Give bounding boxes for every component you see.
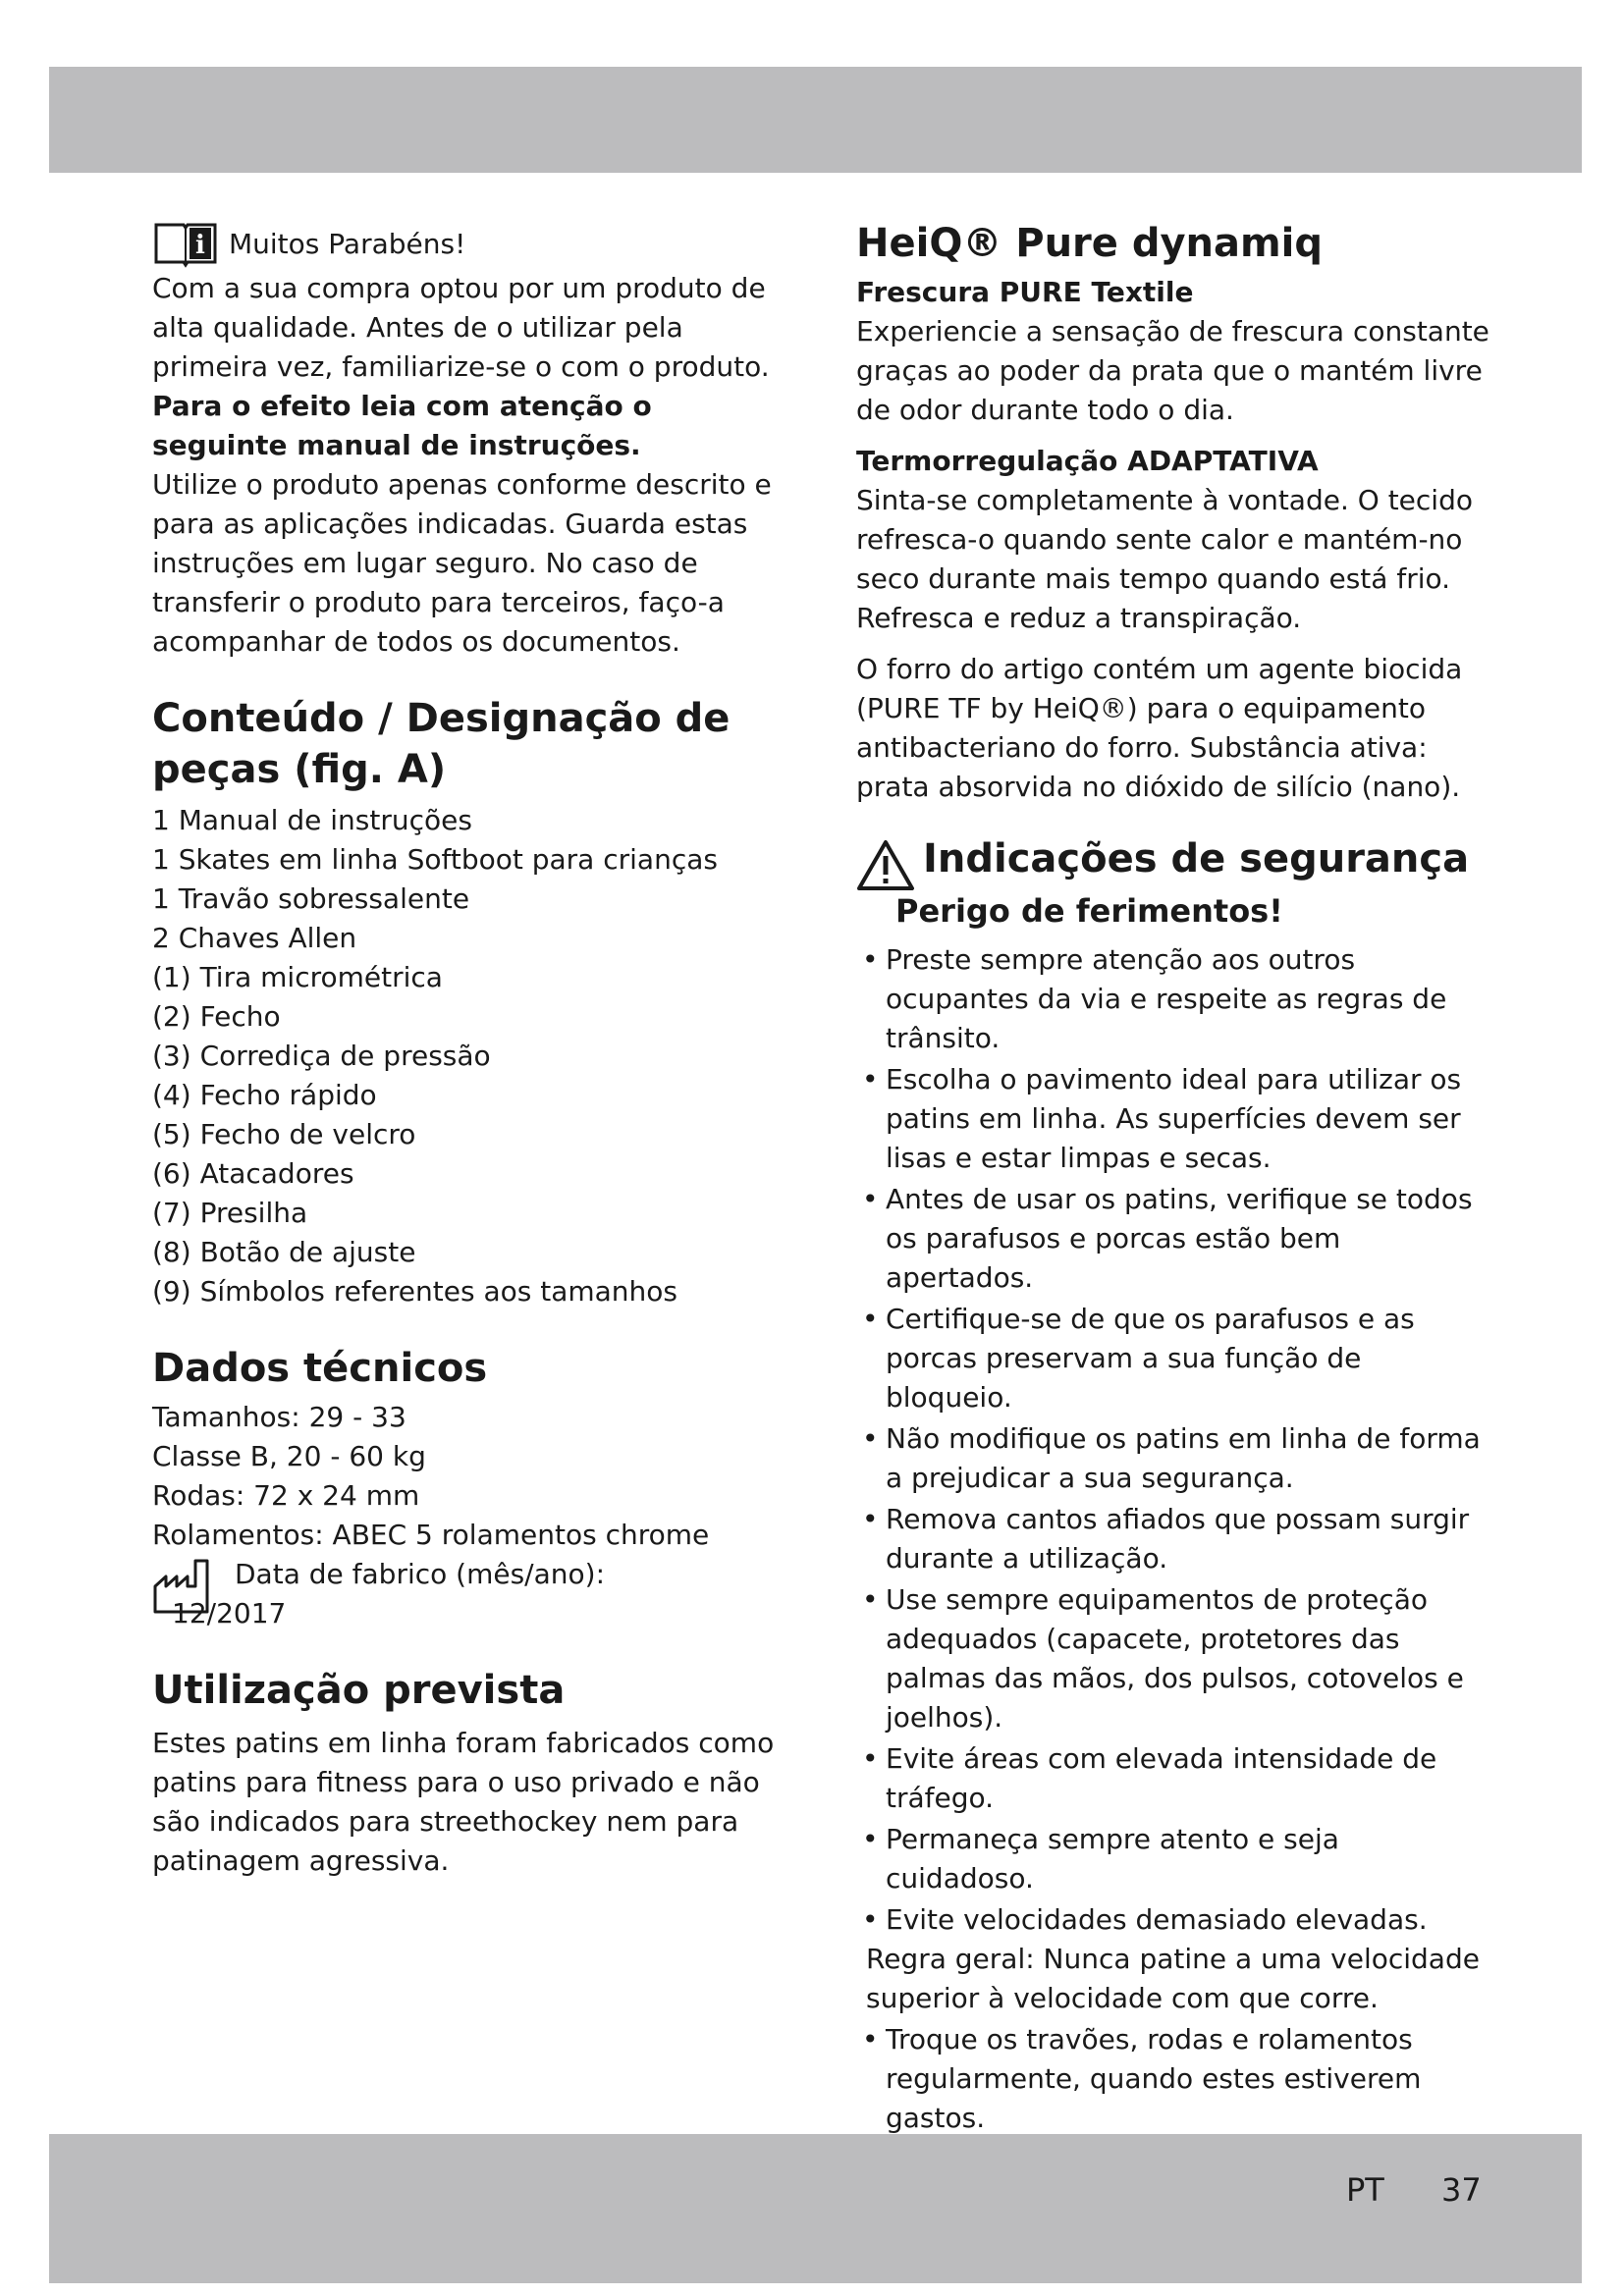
heiq-heading: HeiQ® Pure dynamiq — [856, 221, 1324, 266]
safety-heading: Indicações de segurança — [923, 836, 1470, 881]
intro-text: Com a sua compra optou por um produto de alta qualidade. Antes de o utilizar pela primeira vez, familiarize-se o com o produto. — [152, 272, 770, 383]
list-item: • Use sempre equipamentos de proteção adequados (capacete, protetores das palmas das mãos, dos pulsos, cotovelos e joelhos). — [856, 1580, 1494, 1737]
fresh-heading: Frescura PURE Textile — [856, 276, 1194, 308]
list-item: Rodas: 72 x 24 mm — [152, 1479, 420, 1512]
intro-heading: Muitos Parabéns! — [229, 227, 466, 260]
tech-heading: Dados técnicos — [152, 1346, 488, 1391]
list-item: • Remova cantos afiados que possam surgir durante a utilização. — [856, 1500, 1494, 1578]
list-item: • Escolha o pavimento ideal para utilizar os patins em linha. As superfícies devem ser lisas e estar limpas e secas. — [856, 1060, 1494, 1178]
warning-triangle-icon — [856, 838, 915, 891]
intro-text-2: Utilize o produto apenas conforme descrito e para as aplicações indicadas. Guarda estas instruções em lugar seguro. No caso de transferir o produto para terceiros, faço-a acompanhar de todos os documentos. — [152, 468, 772, 658]
list-item: • Permaneça sempre atento e seja cuidadoso. — [856, 1820, 1494, 1898]
tech-list — [152, 1398, 781, 1555]
safety-heading-block — [856, 834, 1494, 891]
list-item: (4) Fecho rápido — [152, 1079, 377, 1111]
page-number: 37 — [1441, 2171, 1482, 2209]
safety-subheading: Perigo de ferimentos! — [895, 892, 1283, 930]
list-item: • Certifique-se de que os parafusos e as porcas preservam a sua função de bloqueio. — [856, 1300, 1494, 1417]
list-item: • Não modifique os patins em linha de forma a prejudicar a sua segurança. — [856, 1419, 1494, 1498]
header-band — [49, 67, 1582, 173]
list-item: 1 Travão sobressalente — [152, 882, 470, 915]
biocide-text: O forro do artigo contém um agente biocida (PURE TF by HeiQ®) para o equipamento antibacteriano do forro. Substância ativa: prata absorvida no dióxido de silício (nano). — [856, 653, 1463, 803]
list-item — [856, 1900, 1494, 2018]
list-item: Rolamentos: ABEC 5 rolamentos chrome — [152, 1519, 710, 1551]
contents-list — [152, 801, 781, 958]
footer-band — [49, 2134, 1582, 2283]
list-item: Classe B, 20 - 60 kg — [152, 1440, 426, 1472]
list-item: (3) Corrediça de pressão — [152, 1040, 491, 1072]
list-item: (5) Fecho de velcro — [152, 1118, 416, 1150]
list-item: (6) Atacadores — [152, 1157, 354, 1190]
list-item: Tamanhos: 29 - 33 — [152, 1401, 406, 1433]
info-book-icon — [152, 219, 219, 268]
list-item: 2 Chaves Allen — [152, 922, 357, 954]
safety-list — [856, 940, 1494, 2260]
intro-bold: Para o efeito leia com atenção o seguinte manual de instruções. — [152, 390, 652, 461]
factory-date — [152, 1555, 781, 1633]
parts-list — [152, 958, 781, 1311]
contents-heading: Conteúdo / Designação de peças (fig. A) — [152, 696, 731, 792]
thermo-text: Sinta-se completamente à vontade. O tecido refresca-o quando sente calor e mantém-no seco durante mais tempo quando está frio. Refresca e reduz a transpiração. — [856, 484, 1473, 634]
fresh-text: Experiencie a sensação de frescura constante graças ao poder da prata que o mantém livre de odor durante todo o dia. — [856, 315, 1489, 426]
footer-language: PT — [1346, 2171, 1384, 2209]
thermo-heading: Termorregulação ADAPTATIVA — [856, 445, 1319, 477]
list-item: (7) Presilha — [152, 1197, 308, 1229]
list-item-text: Evite velocidades demasiado elevadas. — [886, 1903, 1428, 1936]
left-column — [152, 218, 781, 1881]
list-item: • Troque os travões, rodas e rolamentos regularmente, quando estes estiverem gastos. — [856, 2020, 1494, 2138]
list-item: • Evite áreas com elevada intensidade de tráfego. — [856, 1739, 1494, 1818]
intro-heading-line — [152, 218, 781, 269]
list-item: • Preste sempre atenção aos outros ocupantes da via e respeite as regras de trânsito. — [856, 940, 1494, 1058]
svg-text:i: i — [195, 231, 205, 260]
list-item: • Antes de usar os patins, verifique se todos os parafusos e porcas estão bem apertados. — [856, 1180, 1494, 1298]
use-text: Estes patins em linha foram fabricados como patins para fitness para o uso privado e não são indicados para streethockey nem para patinagem agressiva. — [152, 1727, 775, 1877]
list-item: 1 Skates em linha Softboot para crianças — [152, 843, 718, 876]
list-item: (1) Tira micrométrica — [152, 961, 443, 993]
speed-rule: Regra geral: Nunca patine a uma velocidade superior à velocidade com que corre. — [866, 1943, 1480, 2014]
factory-label: Data de fabrico (mês/ano): — [235, 1558, 606, 1590]
right-column — [856, 218, 1494, 2262]
list-item: 1 Manual de instruções — [152, 804, 472, 836]
list-item: (2) Fecho — [152, 1000, 281, 1033]
list-item: (9) Símbolos referentes aos tamanhos — [152, 1275, 678, 1308]
list-item: (8) Botão de ajuste — [152, 1236, 416, 1268]
factory-value: 12/2017 — [172, 1597, 287, 1629]
use-heading: Utilização prevista — [152, 1668, 566, 1713]
